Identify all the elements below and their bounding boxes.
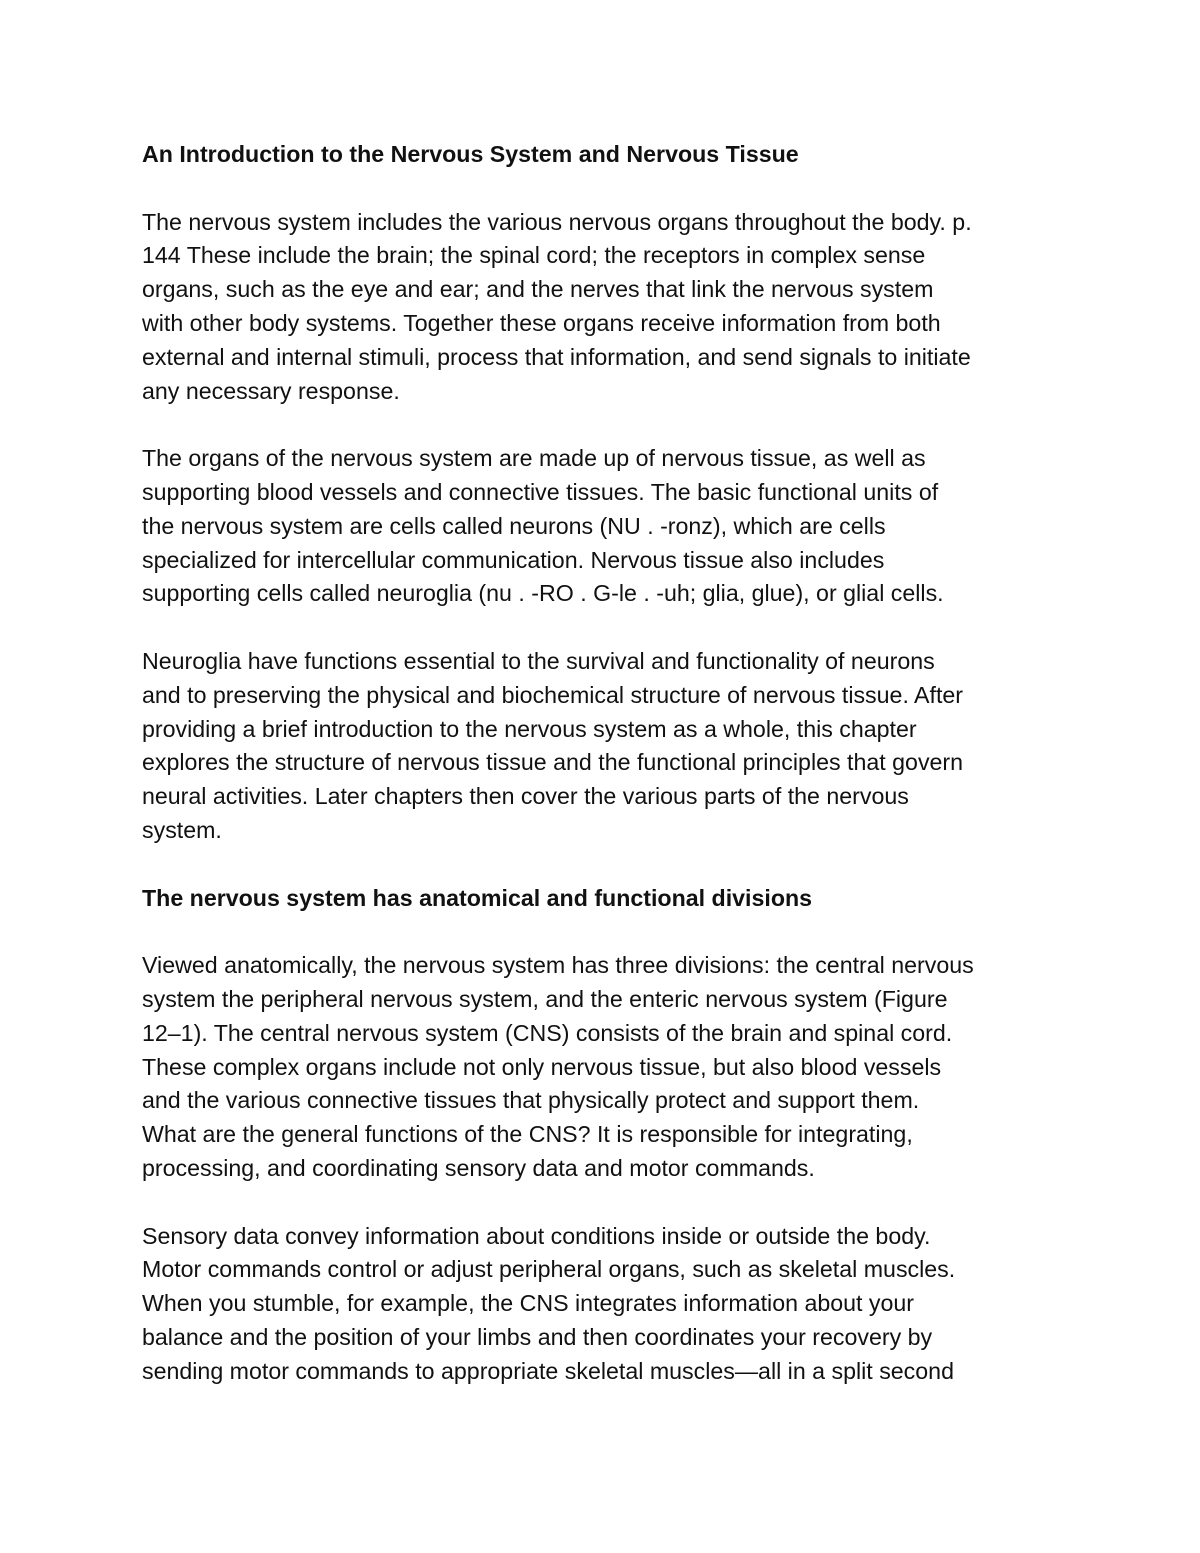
paragraph-4	[142, 949, 1072, 1186]
text-line: Viewed anatomically, the nervous system has three divisions: the central nervous	[142, 952, 974, 979]
section-heading: The nervous system has anatomical and functional divisions	[142, 884, 813, 911]
text-line: When you stumble, for example, the CNS integrates information about your	[142, 1290, 915, 1317]
paragraph-5	[142, 1220, 1072, 1389]
text-line: 12–1). The central nervous system (CNS) consists of the brain and spinal cord.	[142, 1019, 953, 1046]
document-body	[142, 138, 1072, 1422]
text-line: external and internal stimuli, process that information, and send signals to initiate	[142, 343, 971, 370]
text-line: and the various connective tissues that physically protect and support them.	[142, 1087, 920, 1114]
text-line: supporting blood vessels and connective tissues. The basic functional units of	[142, 478, 939, 505]
text-line: explores the structure of nervous tissue and the functional principles that govern	[142, 749, 964, 776]
text-line: supporting cells called neuroglia (nu . -RO . G-le . -uh; glia, glue), or glial cells.	[142, 580, 944, 607]
paragraph-1	[142, 206, 1072, 409]
text-line: The nervous system includes the various nervous organs throughout the body. p.	[142, 208, 972, 235]
text-line: 144 These include the brain; the spinal cord; the receptors in complex sense	[142, 242, 926, 269]
text-line: neural activities. Later chapters then cover the various parts of the nervous	[142, 783, 909, 810]
text-line: These complex organs include not only nervous tissue, but also blood vessels	[142, 1053, 942, 1080]
text-line: processing, and coordinating sensory data and motor commands.	[142, 1154, 815, 1181]
text-line: balance and the position of your limbs and then coordinates your recovery by	[142, 1323, 933, 1350]
paragraph-3	[142, 645, 1072, 848]
paragraph-2	[142, 442, 1072, 611]
text-line: with other body systems. Together these organs receive information from both	[142, 309, 941, 336]
text-line: the nervous system are cells called neurons (NU . -ronz), which are cells	[142, 512, 886, 539]
text-line: Sensory data convey information about conditions inside or outside the body.	[142, 1222, 931, 1249]
text-line: system.	[142, 816, 222, 843]
text-line: and to preserving the physical and biochemical structure of nervous tissue. After	[142, 681, 964, 708]
text-line: sending motor commands to appropriate skeletal muscles—all in a split second	[142, 1357, 954, 1384]
document-title: An Introduction to the Nervous System and Nervous Tissue	[142, 141, 799, 167]
text-line: The organs of the nervous system are made up of nervous tissue, as well as	[142, 445, 926, 472]
text-line: system the peripheral nervous system, and the enteric nervous system (Figure	[142, 985, 948, 1012]
text-line: organs, such as the eye and ear; and the nerves that link the nervous system	[142, 276, 934, 303]
text-line: specialized for intercellular communication. Nervous tissue also includes	[142, 546, 885, 573]
text-line: Motor commands control or adjust peripheral organs, such as skeletal muscles.	[142, 1256, 956, 1283]
text-line: Neuroglia have functions essential to the survival and functionality of neurons	[142, 647, 935, 674]
text-line: any necessary response.	[142, 377, 400, 404]
text-line: providing a brief introduction to the nervous system as a whole, this chapter	[142, 715, 917, 742]
text-line: What are the general functions of the CNS? It is responsible for integrating,	[142, 1121, 913, 1148]
